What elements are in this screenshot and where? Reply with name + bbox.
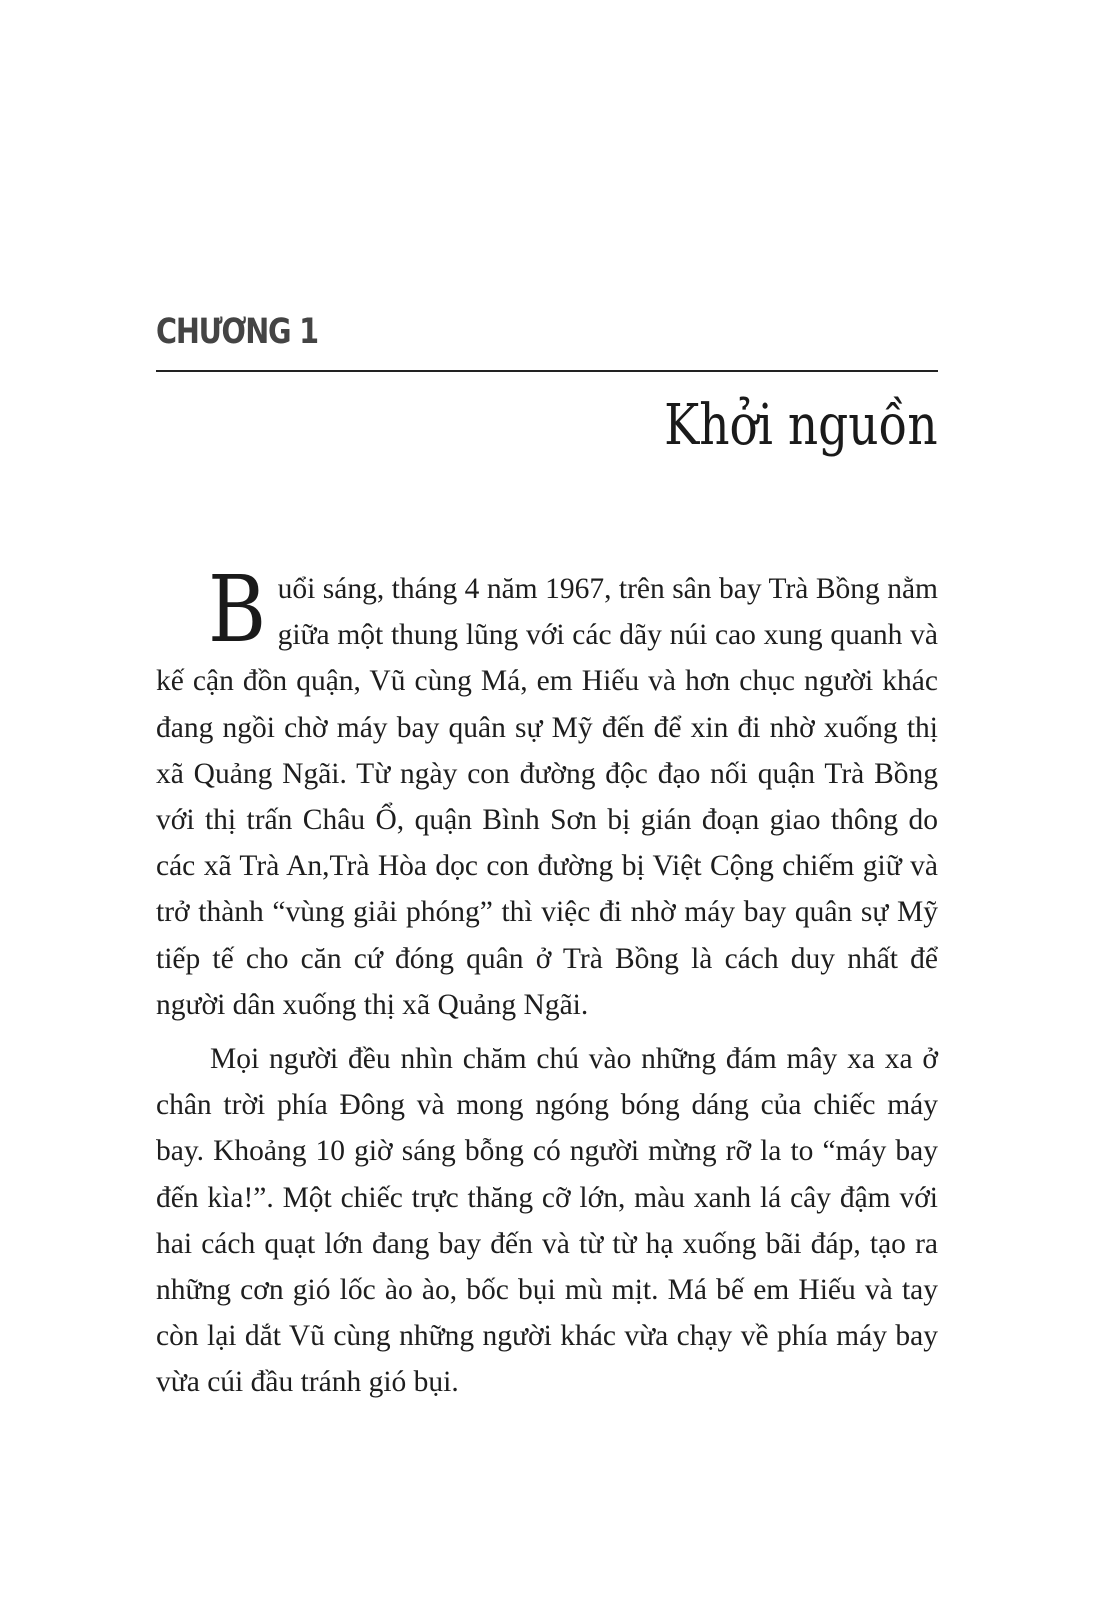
chapter-number: CHƯƠNG 1 xyxy=(156,312,318,352)
chapter-title: Khởi nguồn xyxy=(664,393,938,458)
chapter-divider xyxy=(156,370,938,372)
drop-cap: B xyxy=(208,556,267,663)
paragraph-1 xyxy=(156,556,938,1028)
paragraph-1-text: uổi sáng, tháng 4 năm 1967, trên sân bay Trà Bồng nằm giữa một thung lũng với các dãy núi cao xung quanh và kế cận đồn quận, Vũ cùng Má, em Hiếu và hơn chục người khác đang ngồi chờ máy bay quân sự Mỹ đến để xin đi nhờ xuống thị xã Quảng Ngãi. Từ ngày con đường độc đạo nối quận Trà Bồng với thị trấn Châu Ổ, quận Bình Sơn bị gián đoạn giao thông do các xã Trà An,Trà Hòa dọc con đường bị Việt Cộng chiếm giữ và trở thành “vùng giải phóng” thì việc đi nhờ máy bay quân sự Mỹ tiếp tế cho căn cứ đóng quân ở Trà Bồng là cách duy nhất để người dân xuống thị xã Quảng Ngãi. xyxy=(156,573,938,1021)
paragraph-2: Mọi người đều nhìn chăm chú vào những đám mây xa xa ở chân trời phía Đông và mong ngóng bóng dáng của chiếc máy bay. Khoảng 10 giờ sáng bỗng có người mừng rỡ la to “máy bay đến kìa!”. Một chiếc trực thăng cỡ lớn, màu xanh lá cây đậm với hai cách quạt lớn đang bay đến và từ từ hạ xuống bãi đáp, tạo ra những cơn gió lốc ào ào, bốc bụi mù mịt. Má bế em Hiếu và tay còn lại dắt Vũ cùng những người khác vừa chạy về phía máy bay vừa cúi đầu tránh gió bụi. xyxy=(156,1043,938,1399)
chapter-body xyxy=(156,556,938,1414)
